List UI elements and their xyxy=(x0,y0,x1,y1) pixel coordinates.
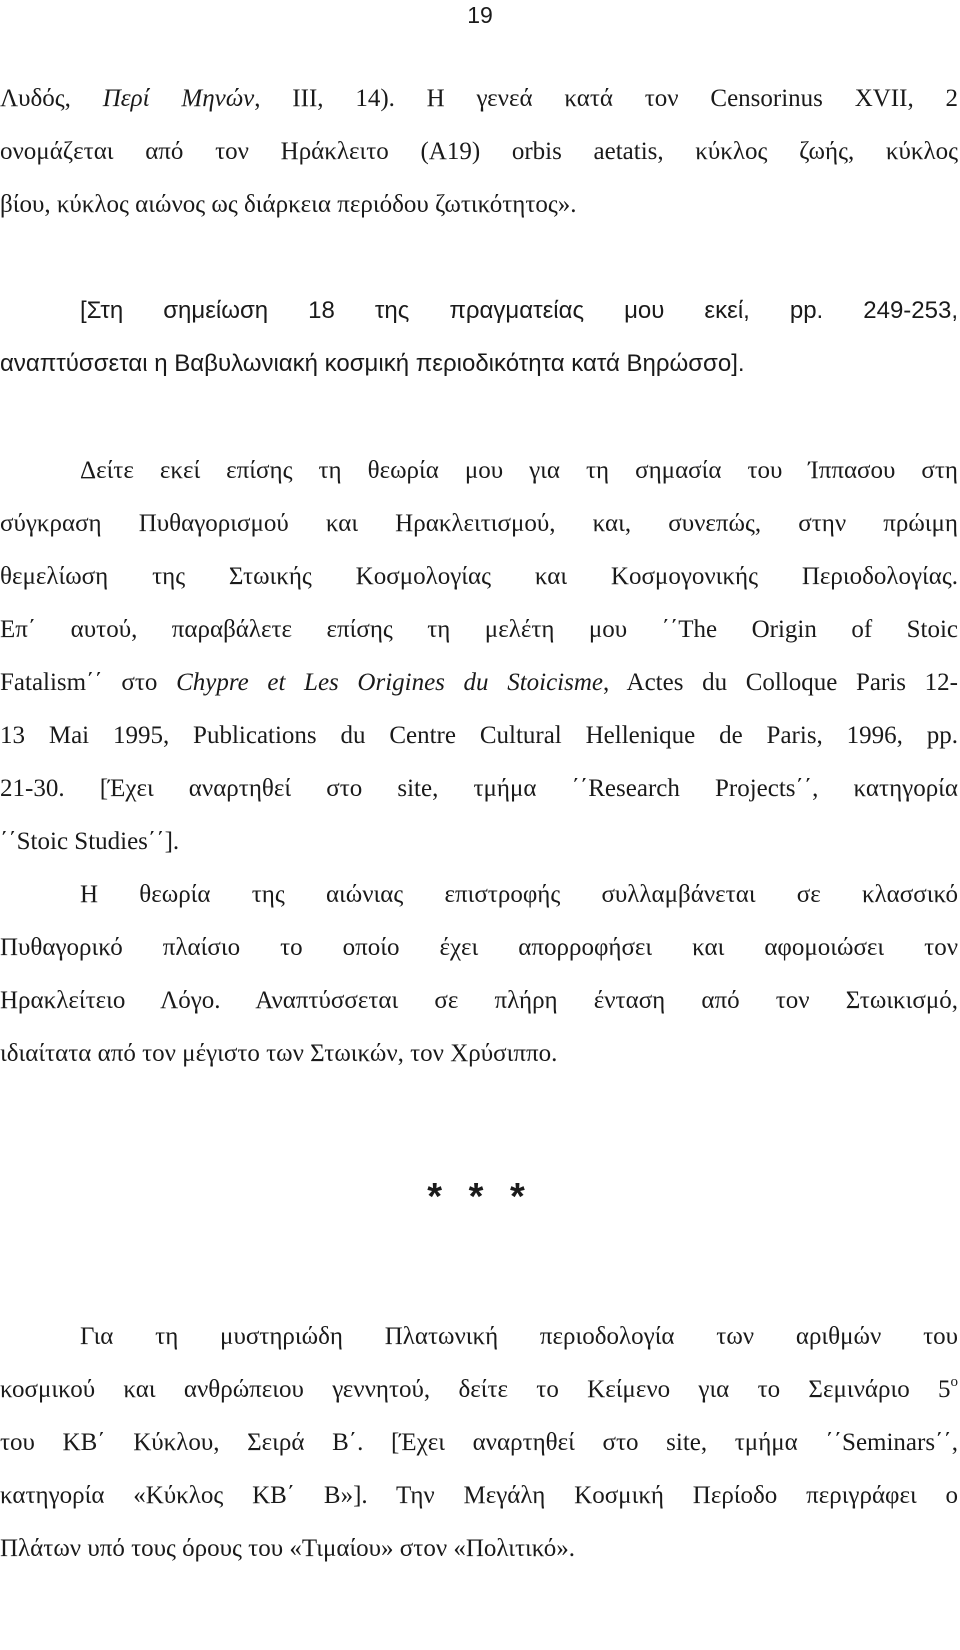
paragraph-5 xyxy=(0,1310,958,1575)
paragraph-4 xyxy=(0,868,958,1080)
text-line: Η θεωρία της αιώνιας επιστροφής συλλαμβάνεται σε κλασσικό xyxy=(80,881,958,908)
text-line: Δείτε εκεί επίσης τη θεωρία μου για τη σημασία του Ίππασου στη xyxy=(80,457,958,484)
text-line: Για τη μυστηριώδη Πλατωνική περιοδολογία των αριθμών του xyxy=(80,1323,958,1350)
text-line: ΄΄Stoic Studies΄΄]. xyxy=(0,828,180,855)
text-line: θεμελίωση της Στωικής Κοσμολογίας και Κοσμογονικής Περιοδολογίας. xyxy=(0,563,958,590)
text-line: 21-30. [Έχει αναρτηθεί στο site, τμήμα ΄΄Research Projects΄΄, κατηγορία xyxy=(0,775,958,802)
text-line: Πλάτων υπό τους όρους του «Τιμαίου» στον «Πολιτικό». xyxy=(0,1535,576,1562)
text-line: [Στη σημείωση 18 της πραγματείας μου εκεί, pp. 249-253, xyxy=(80,297,958,324)
section-separator: * * * xyxy=(427,1176,533,1218)
text-line: Πυθαγορικό πλαίσιο το οποίο έχει απορροφήσει και αφομοιώσει τον xyxy=(0,934,958,961)
text-line: αναπτύσσεται η Βαβυλωνιακή κοσμική περιοδικότητα κατά Βηρώσσο]. xyxy=(0,350,745,377)
paragraph-1 xyxy=(0,72,958,231)
italic-title: Περί Μηνών xyxy=(102,85,255,112)
text-line: Fatalism΄΄ στο Chypre et Les Origines du Stoicisme, Actes du Colloque Paris 12- xyxy=(0,669,958,696)
text-line: κατηγορία «Κύκλος ΚΒ΄ Β»]. Την Μεγάλη Κοσμική Περίοδο περιγράφει ο xyxy=(0,1482,958,1509)
paragraph-2 xyxy=(0,284,958,390)
paragraph-3 xyxy=(0,444,958,868)
page-number: 19 xyxy=(467,2,493,28)
text-line: Ηρακλείτειο Λόγο. Αναπτύσσεται σε πλήρη ένταση από τον Στωικισμό, xyxy=(0,987,958,1014)
text-line: του ΚΒ΄ Κύκλου, Σειρά Β΄. [Έχει αναρτηθεί στο site, τμήμα ΄΄Seminars΄΄, xyxy=(0,1429,958,1456)
text-line: 13 Mai 1995, Publications du Centre Cultural Hellenique de Paris, 1996, pp. xyxy=(0,722,958,749)
italic-title: Chypre et Les Origines du Stoicisme xyxy=(176,669,604,696)
text-line: βίου, κύκλος αιώνος ως διάρκεια περιόδου ζωτικότητος». xyxy=(0,191,577,218)
ordinal-superscript: ο xyxy=(950,1374,958,1390)
text-line: ονομάζεται από τον Ηράκλειτο (Α19) orbis aetatis, κύκλος ζωής, κύκλος xyxy=(0,138,958,165)
text-line: κοσμικού και ανθρώπειου γεννητού, δείτε το Κείμενο για το Σεμινάριο $5^o$ xyxy=(0,1374,958,1403)
text-line: Λυδός, Περί Μηνών, ΙΙΙ, 14). Η γενεά κατά τον Censorinus XVII, 2 xyxy=(0,85,958,112)
text-line: ιδιαίτατα από τον μέγιστο των Στωικών, τον Χρύσιππο. xyxy=(0,1040,558,1067)
text-line: σύγκραση Πυθαγορισμού και Ηρακλειτισμού, και, συνεπώς, στην πρώιμη xyxy=(0,510,958,537)
text-line: Επ΄ αυτού, παραβάλετε επίσης τη μελέτη μου ΄΄The Origin of Stoic xyxy=(0,616,958,643)
